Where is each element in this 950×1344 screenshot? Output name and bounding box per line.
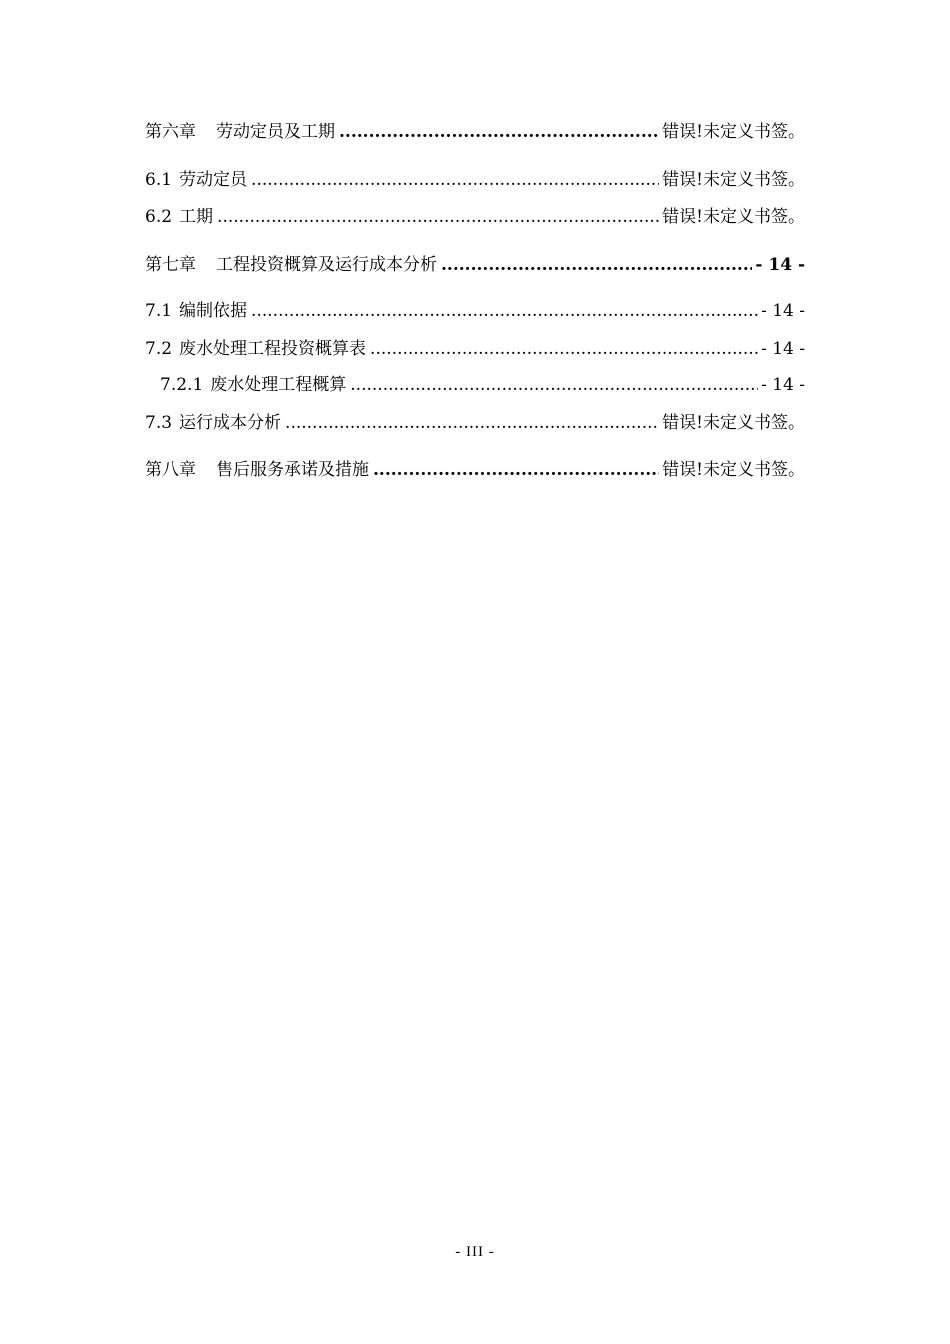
- toc-entry-page-ref: 错误!未定义书签。: [662, 460, 805, 480]
- dot-leader: [370, 337, 758, 361]
- toc-entry-number: 7.2: [145, 339, 173, 359]
- toc-entry-title: 劳动定员及工期: [216, 122, 335, 142]
- toc-entry-chapter-8[interactable]: [145, 458, 805, 482]
- toc-entry-title: 售后服务承诺及措施: [216, 460, 369, 480]
- toc-entry-7-3[interactable]: [145, 411, 805, 435]
- toc-entry-number: 第八章: [145, 460, 196, 480]
- toc-entry-title: 工程投资概算及运行成本分析: [216, 255, 437, 275]
- toc-entry-number: 6.1: [145, 170, 173, 190]
- dot-leader: [285, 411, 659, 435]
- toc-entry-number: 7.3: [145, 413, 173, 433]
- toc-entry-number: 第七章: [145, 255, 196, 275]
- toc-entry-chapter-7[interactable]: [145, 253, 805, 277]
- toc-entry-title: 废水处理工程投资概算表: [179, 339, 367, 359]
- dot-leader: [350, 373, 758, 397]
- toc-entry-title: 劳动定员: [179, 170, 248, 190]
- toc-entry-page-ref: 错误!未定义书签。: [662, 170, 805, 190]
- toc-entry-title: 废水处理工程概算: [210, 375, 347, 395]
- toc-entry-chapter-6[interactable]: [145, 120, 805, 144]
- toc-entry-title: 编制依据: [179, 301, 248, 321]
- toc-entry-number: 7.1: [145, 301, 173, 321]
- dot-leader: [251, 299, 758, 323]
- toc-entry-page-ref: 错误!未定义书签。: [662, 122, 805, 142]
- page-number: - III -: [455, 1244, 495, 1260]
- toc-entry-page-ref: 错误!未定义书签。: [662, 413, 805, 433]
- toc-entry-title: 运行成本分析: [179, 413, 282, 433]
- toc-entry-number: 6.2: [145, 207, 173, 227]
- toc-entry-page-ref: - 14 -: [755, 255, 805, 275]
- toc-entry-title: 工期: [179, 207, 214, 227]
- toc-entry-7-2[interactable]: [145, 337, 805, 361]
- dot-leader: [373, 458, 659, 482]
- toc-entry-6-1[interactable]: [145, 168, 805, 192]
- toc-entry-7-2-1[interactable]: [160, 373, 805, 397]
- toc-entry-page-ref: - 14 -: [761, 339, 805, 359]
- dot-leader: [339, 120, 659, 144]
- toc-entry-page-ref: 错误!未定义书签。: [662, 207, 805, 227]
- toc-entry-number: 7.2.1: [160, 375, 204, 395]
- dot-leader: [251, 168, 659, 192]
- dot-leader: [217, 205, 659, 229]
- toc-entry-page-ref: - 14 -: [761, 375, 805, 395]
- toc-entry-number: 第六章: [145, 122, 196, 142]
- toc-entry-6-2[interactable]: [145, 205, 805, 229]
- toc-entry-page-ref: - 14 -: [761, 301, 805, 321]
- dot-leader: [441, 253, 752, 277]
- toc-entry-7-1[interactable]: [145, 299, 805, 323]
